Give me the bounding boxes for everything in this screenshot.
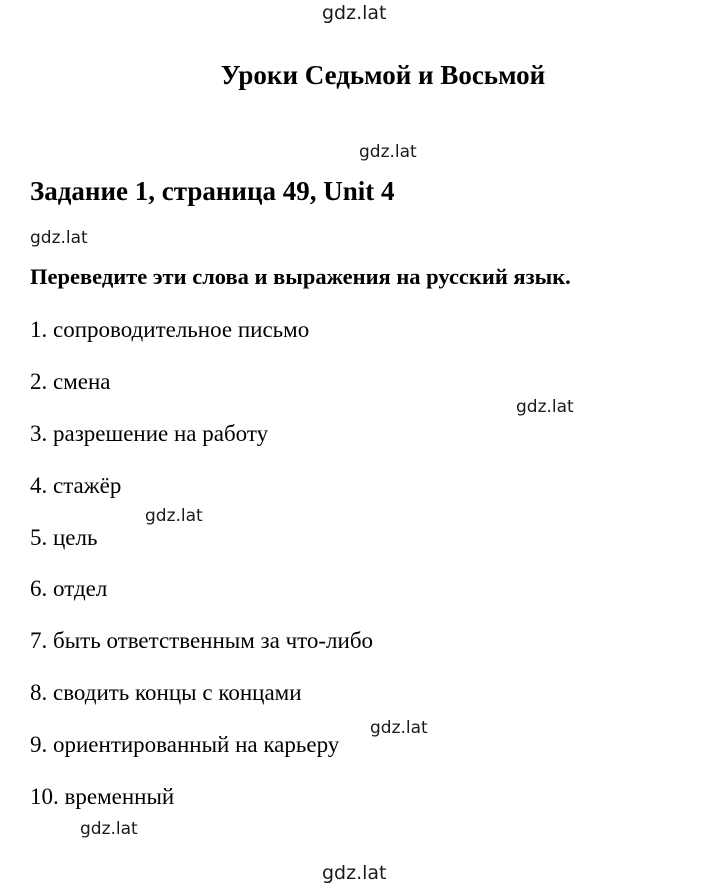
watermark: gdz.lat — [30, 228, 88, 248]
list-item: 3. разрешение на работу — [30, 421, 269, 446]
watermark: gdz.lat — [359, 142, 417, 162]
list-item: 6. отдел — [30, 576, 108, 601]
watermark-bottom: gdz.lat — [322, 862, 387, 884]
watermark: gdz.lat — [145, 506, 203, 526]
list-item: 2. смена — [30, 369, 111, 394]
instruction: Переведите эти слова и выражения на русский язык. — [30, 264, 571, 289]
list-item: 5. цель — [30, 525, 98, 550]
list-item: 9. ориентированный на карьеру — [30, 732, 340, 757]
list-item: 7. быть ответственным за что-либо — [30, 628, 374, 653]
task-heading: Задание 1, страница 49, Unit 4 — [30, 176, 395, 206]
watermark: gdz.lat — [80, 819, 138, 839]
list-item: 4. стажёр — [30, 473, 122, 498]
page-title: Уроки Седьмой и Восьмой — [220, 60, 546, 90]
watermark-top: gdz.lat — [322, 2, 387, 24]
watermark: gdz.lat — [370, 718, 428, 738]
list-item: 8. сводить концы с концами — [30, 680, 302, 705]
list-item: 1. сопроводительное письмо — [30, 317, 310, 342]
watermark: gdz.lat — [516, 397, 574, 417]
list-item: 10. временный — [30, 784, 175, 809]
